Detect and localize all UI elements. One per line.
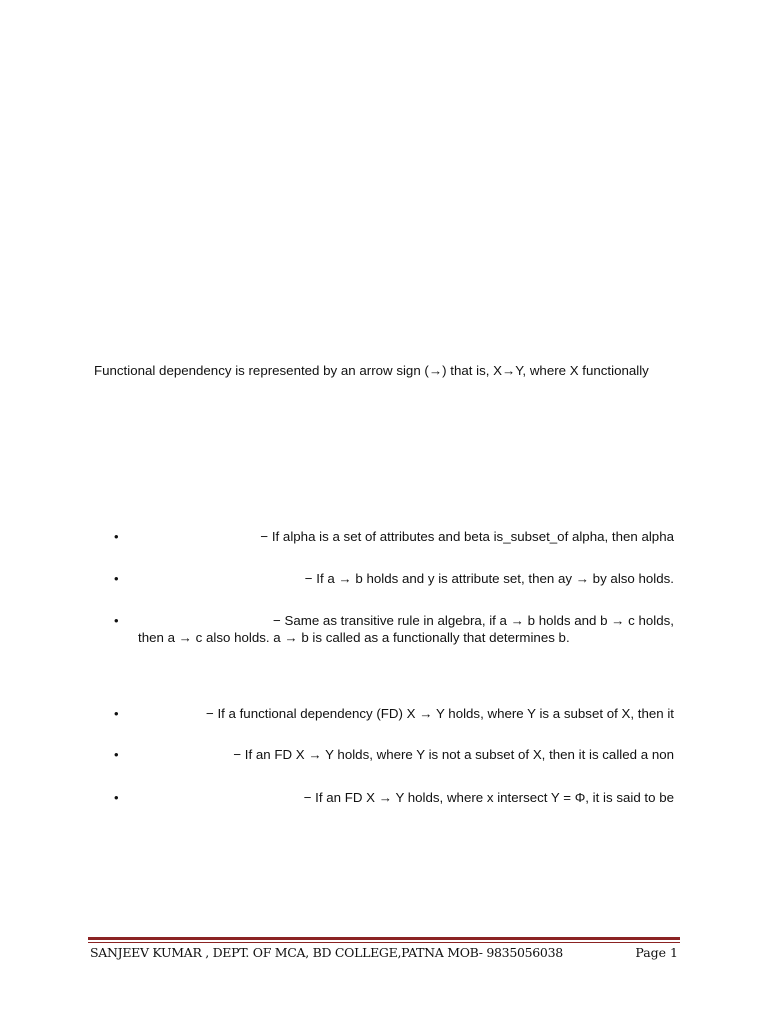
list-item-continuation: then a → c also holds. a → b is called as a functionally that determines b. (138, 630, 570, 645)
list-item-text: − If an FD X → Y holds, where x intersect Y = Φ, it is said to be (303, 790, 674, 805)
list-item-text: − If a → b holds and y is attribute set, then ay → by also holds. (304, 571, 674, 586)
intro-paragraph: Functional dependency is represented by an arrow sign (→) that is, X→Y, where X functionally (94, 363, 649, 378)
bullet-icon: • (114, 790, 119, 805)
bullet-icon: • (114, 613, 119, 628)
bullet-icon: • (114, 706, 119, 721)
list-item-text: − If a functional dependency (FD) X → Y holds, where Y is a subset of X, then it (205, 706, 674, 721)
list-item-text: − Same as transitive rule in algebra, if a → b holds and b → c holds, (273, 613, 674, 628)
page-number: Page 1 (635, 945, 678, 960)
footer-author: SANJEEV KUMAR , DEPT. OF MCA, BD COLLEGE,PATNA MOB- 9835056038 (90, 945, 563, 960)
bullet-icon: • (114, 571, 119, 586)
bullet-icon: • (114, 529, 119, 544)
footer-rule-thin (88, 942, 680, 943)
footer-rule-thick (88, 937, 680, 940)
bullet-icon: • (114, 747, 119, 762)
list-item-text: − If an FD X → Y holds, where Y is not a subset of X, then it is called a non (233, 747, 674, 762)
list-item-text: − If alpha is a set of attributes and beta is_subset_of alpha, then alpha (260, 529, 674, 544)
